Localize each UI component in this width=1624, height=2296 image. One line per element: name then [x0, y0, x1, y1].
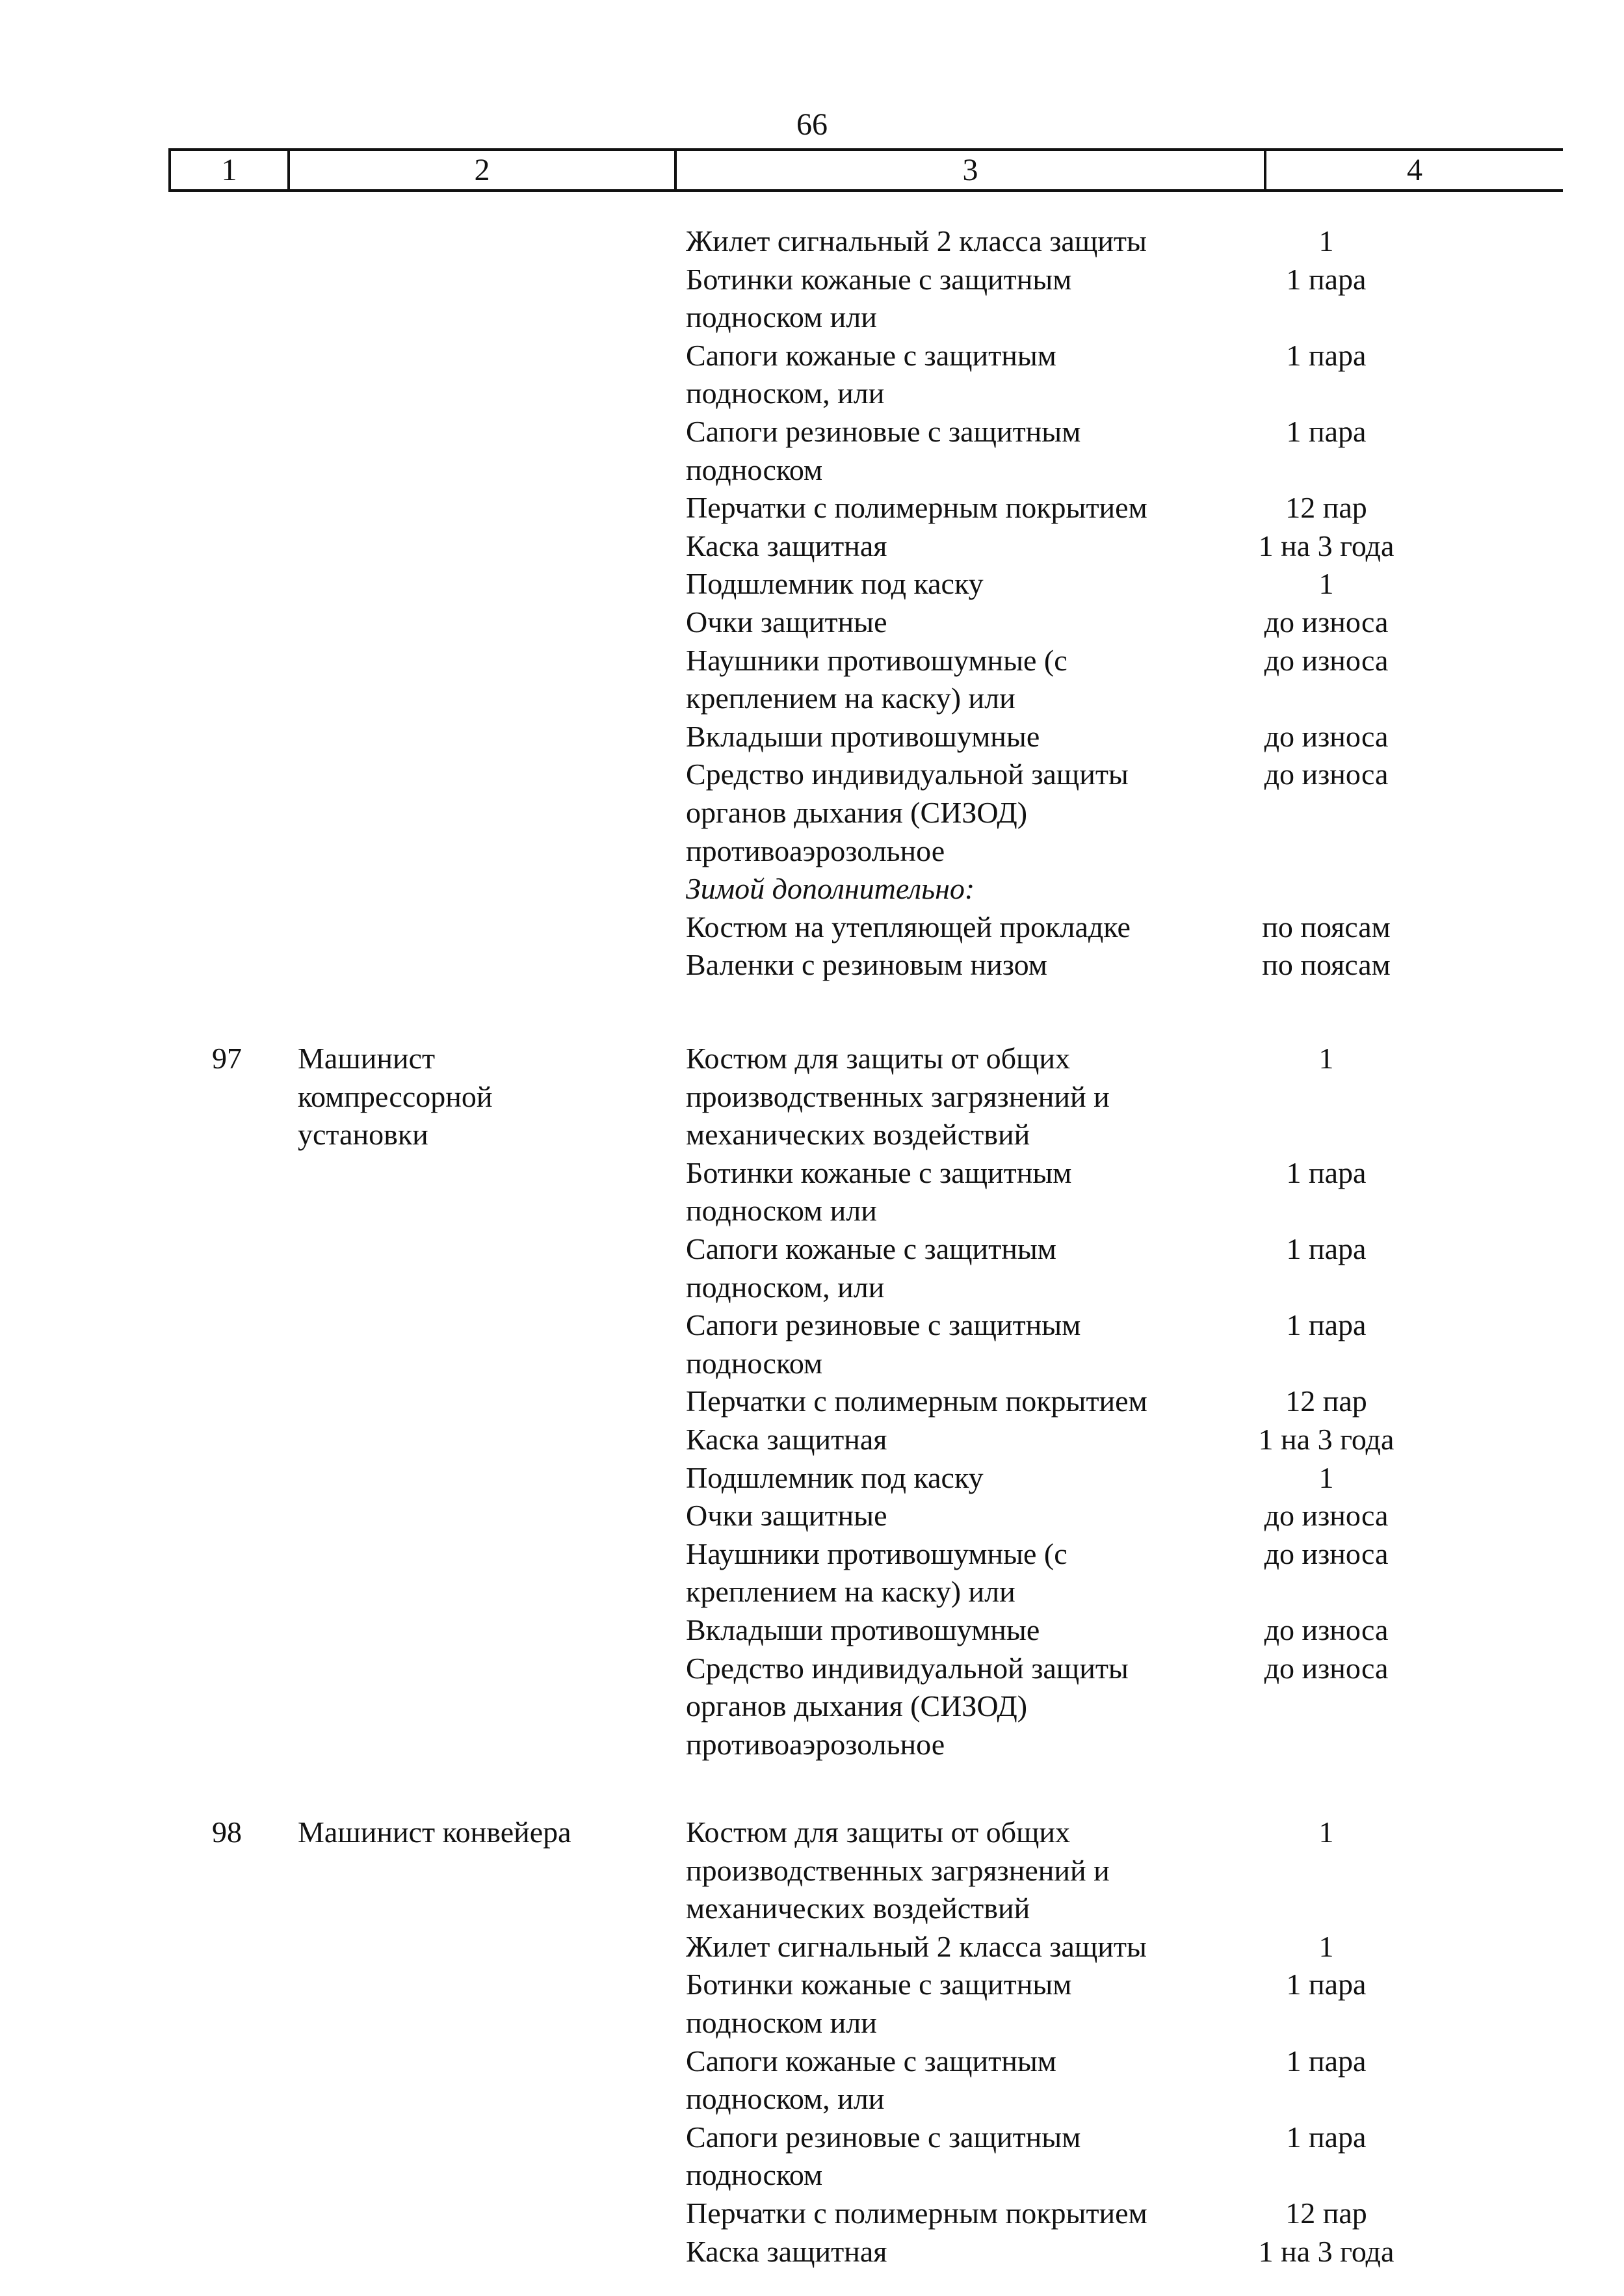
ppe-item-name: Средство индивидуальной защиты	[686, 1651, 1129, 1685]
ppe-item-name: Сапоги кожаные с защитным	[686, 2044, 1056, 2078]
ppe-item-name: Жилет сигнальный 2 класса защиты	[686, 224, 1147, 257]
ppe-item-norm: 1 на 3 года	[1258, 529, 1395, 562]
ppe-item-name: механических воздействий	[686, 1118, 1030, 1152]
ppe-item-norm: 1 пара	[1286, 1968, 1367, 2001]
ppe-item-name: Каска защитная	[686, 529, 887, 562]
ppe-item-name: Ботинки кожаные с защитным	[686, 1155, 1072, 1189]
ppe-item-norm: до износа	[1264, 719, 1389, 753]
ppe-item-name: Сапоги резиновые с защитным	[686, 2120, 1081, 2154]
profession-name: Машинист конвейера	[298, 1815, 571, 1849]
ppe-item-name: подноском или	[686, 300, 877, 334]
ppe-item-name: Перчатки с полимерным покрытием	[686, 2197, 1147, 2230]
ppe-item-norm: до износа	[1264, 1613, 1389, 1646]
ppe-item-name: Наушники противошумные (с	[686, 643, 1067, 677]
ppe-item-name: креплением на каску) или	[686, 681, 1015, 715]
ppe-item-name: противоаэрозольное	[686, 834, 945, 867]
row-number: 97	[212, 1042, 242, 1075]
ppe-item-name: производственных загрязнений и	[686, 1853, 1110, 1887]
ppe-item-norm: 1 пара	[1286, 2120, 1367, 2154]
ppe-item-name: механических воздействий	[686, 1892, 1030, 1925]
ppe-item-norm: до износа	[1264, 1499, 1389, 1533]
ppe-item-name: подноском или	[686, 2006, 877, 2039]
ppe-item-name: Подшлемник под каску	[686, 567, 984, 601]
ppe-item-name: подноском	[686, 453, 823, 486]
ppe-item-norm: 1	[1318, 224, 1334, 257]
ppe-item-name: производственных загрязнений и	[686, 1079, 1110, 1113]
ppe-item-name: подноском или	[686, 1194, 877, 1228]
table-header	[168, 148, 1563, 192]
ppe-item-name: Вкладыши противошумные	[686, 1613, 1040, 1646]
ppe-item-name: органов дыхания (СИЗОД)	[686, 1689, 1028, 1723]
ppe-item-name: креплением на каску) или	[686, 1575, 1015, 1609]
ppe-item-norm: 1	[1318, 1929, 1334, 1963]
ppe-item-norm: 12 пар	[1285, 1384, 1367, 1418]
ppe-item-norm: до износа	[1264, 605, 1389, 639]
ppe-item-norm: 1 на 3 года	[1258, 2234, 1395, 2268]
ppe-item-name: Костюм для защиты от общих	[686, 1042, 1071, 1075]
ppe-item-name: Вкладыши противошумные	[686, 719, 1040, 753]
ppe-item-norm: 1	[1318, 1042, 1334, 1075]
ppe-item-name: Средство индивидуальной защиты	[686, 758, 1129, 791]
ppe-item-name: Сапоги кожаные с защитным	[686, 1232, 1056, 1265]
header-col-3: 3	[962, 153, 978, 187]
ppe-item-norm: 1 пара	[1286, 1155, 1367, 1189]
ppe-item-name: Сапоги резиновые с защитным	[686, 415, 1081, 448]
ppe-item-norm: 1 пара	[1286, 1232, 1367, 1265]
ppe-item-norm: 1	[1318, 1815, 1334, 1849]
ppe-item-norm: 12 пар	[1285, 491, 1367, 525]
ppe-item-name: Перчатки с полимерным покрытием	[686, 491, 1147, 525]
ppe-item-name: Перчатки с полимерным покрытием	[686, 1384, 1147, 1418]
ppe-item-norm: по поясам	[1262, 910, 1391, 943]
ppe-item-name: Каска защитная	[686, 2234, 887, 2268]
header-col-4: 4	[1407, 153, 1422, 187]
ppe-item-norm: 1 на 3 года	[1258, 1423, 1395, 1456]
ppe-item-norm: 1 пара	[1286, 2044, 1367, 2078]
row-number: 98	[212, 1815, 242, 1849]
ppe-item-name: органов дыхания (СИЗОД)	[686, 796, 1028, 829]
ppe-item-name: противоаэрозольное	[686, 1727, 945, 1761]
ppe-item-name: подноском, или	[686, 2082, 885, 2116]
ppe-item-name: Ботинки кожаные с защитным	[686, 1968, 1072, 2001]
ppe-item-name: Очки защитные	[686, 1499, 887, 1533]
ppe-item-name: Костюм на утепляющей прокладке	[686, 910, 1131, 943]
header-col-1: 1	[221, 153, 237, 187]
profession-name: компрессорной	[298, 1079, 493, 1113]
ppe-item-name: подноском, или	[686, 1270, 885, 1304]
ppe-item-name: Сапоги резиновые с защитным	[686, 1308, 1081, 1342]
ppe-item-name: Каска защитная	[686, 1423, 887, 1456]
ppe-item-norm: 1	[1318, 567, 1334, 601]
ppe-item-norm: 1 пара	[1286, 338, 1367, 372]
ppe-item-norm: 1 пара	[1286, 1308, 1367, 1342]
ppe-item-name: подноском	[686, 2158, 823, 2192]
ppe-item-norm: до износа	[1264, 643, 1389, 677]
header-col-2: 2	[474, 153, 490, 187]
ppe-item-norm: по поясам	[1262, 948, 1391, 982]
ppe-item-name: Валенки с резиновым низом	[686, 948, 1047, 982]
ppe-item-norm: до износа	[1264, 758, 1389, 791]
section-note: Зимой дополнительно:	[686, 872, 975, 906]
ppe-item-name: подноском	[686, 1346, 823, 1380]
profession-name: установки	[298, 1118, 428, 1152]
ppe-item-name: Очки защитные	[686, 605, 887, 639]
ppe-item-norm: 12 пар	[1285, 2197, 1367, 2230]
ppe-item-norm: 1	[1318, 1460, 1334, 1494]
profession-name: Машинист	[298, 1042, 436, 1075]
ppe-item-name: Наушники противошумные (с	[686, 1537, 1067, 1570]
page-number: 66	[796, 107, 828, 142]
ppe-item-norm: 1 пара	[1286, 262, 1367, 296]
ppe-item-name: Подшлемник под каску	[686, 1460, 984, 1494]
ppe-item-norm: до износа	[1264, 1537, 1389, 1570]
ppe-item-name: Ботинки кожаные с защитным	[686, 262, 1072, 296]
ppe-item-name: Костюм для защиты от общих	[686, 1815, 1071, 1849]
ppe-item-name: Сапоги кожаные с защитным	[686, 338, 1056, 372]
ppe-item-name: Жилет сигнальный 2 класса защиты	[686, 1929, 1147, 1963]
ppe-item-norm: до износа	[1264, 1651, 1389, 1685]
ppe-item-name: подноском, или	[686, 376, 885, 410]
ppe-item-norm: 1 пара	[1286, 415, 1367, 448]
